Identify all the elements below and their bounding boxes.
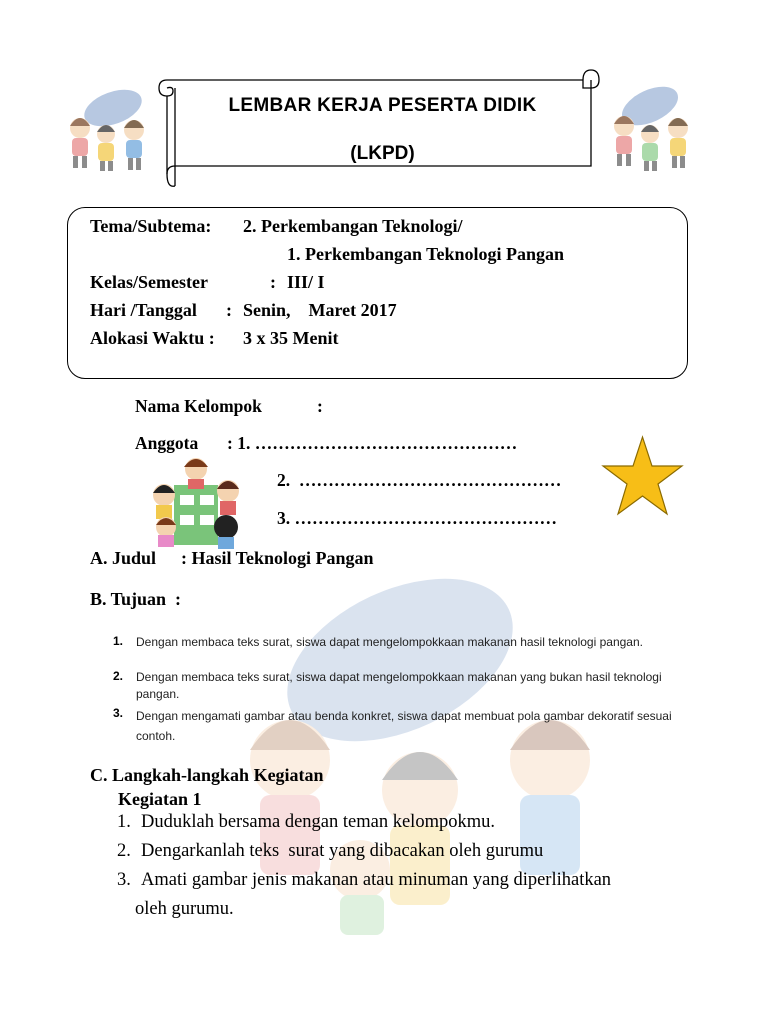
kelas-separator: :	[270, 272, 276, 292]
nama-kelompok-label: Nama Kelompok	[135, 396, 262, 416]
kids-group-clipart	[148, 455, 244, 550]
goal-number-2: 2.	[113, 669, 124, 683]
section-b-label: B. Tujuan :	[90, 589, 182, 609]
hari-value: Senin, Maret 2017	[243, 300, 397, 320]
anggota-member-2: 2. ………………………………………	[277, 470, 562, 490]
step-number-1: 1.	[117, 812, 131, 832]
section-c-label: C. Langkah-langkah Kegiatan	[90, 765, 324, 785]
goal-text-1: Dengan membaca teks surat, siswa dapat mengelompokkaan makanan hasil teknologi pangan.	[136, 635, 643, 649]
title-scroll-banner	[155, 66, 605, 191]
tema-label: Tema/Subtema:	[90, 216, 212, 236]
subtema-value: 1. Perkembangan Teknologi Pangan	[287, 244, 565, 264]
kelas-value: III/ I	[287, 272, 325, 292]
kids-clipart-left	[58, 78, 158, 178]
goal-text-3: Dengan mengamati gambar atau benda konkret, siswa dapat membuat pola gambar dekoratif sesuai contoh.	[136, 709, 672, 743]
step-number-3: 3.	[117, 870, 131, 890]
anggota-member-1: : 1. ………………………………………	[227, 433, 518, 453]
step-text-3-continued: oleh gurumu.	[135, 899, 234, 919]
step-text-2: Dengarkanlah teks surat yang dibacakan oleh gurumu	[141, 841, 544, 861]
worksheet-title: LEMBAR KERJA PESERTA DIDIK	[228, 95, 537, 116]
kelas-label: Kelas/Semester	[90, 272, 208, 292]
anggota-member-3: 3. ………………………………………	[277, 508, 557, 528]
kegiatan-label: Kegiatan 1	[118, 789, 202, 809]
step-number-2: 2.	[117, 841, 131, 861]
alokasi-value: 3 x 35 Menit	[243, 328, 339, 348]
star-icon	[601, 434, 684, 520]
step-text-3: Amati gambar jenis makanan atau minuman yang diperlihatkan	[141, 870, 612, 890]
tema-value: 2. Perkembangan Teknologi/	[243, 216, 463, 236]
alokasi-label: Alokasi Waktu :	[90, 328, 215, 348]
worksheet-subtitle: (LKPD)	[350, 143, 415, 164]
section-a-label: A. Judul	[90, 548, 157, 568]
goal-number-3: 3.	[113, 706, 124, 720]
section-a-value: : Hasil Teknologi Pangan	[181, 548, 374, 568]
kids-clipart-right	[600, 78, 700, 178]
goal-text-2: Dengan membaca teks surat, siswa dapat mengelompokkaan makanan yang bukan hasil teknologi pangan.	[136, 670, 662, 701]
hari-separator: :	[226, 300, 232, 320]
anggota-label: Anggota	[135, 433, 199, 453]
nama-kelompok-separator: :	[317, 396, 323, 416]
hari-label: Hari /Tanggal	[90, 300, 197, 320]
goal-number-1: 1.	[113, 634, 124, 648]
step-text-1: Duduklah bersama dengan teman kelompokmu.	[141, 812, 495, 832]
